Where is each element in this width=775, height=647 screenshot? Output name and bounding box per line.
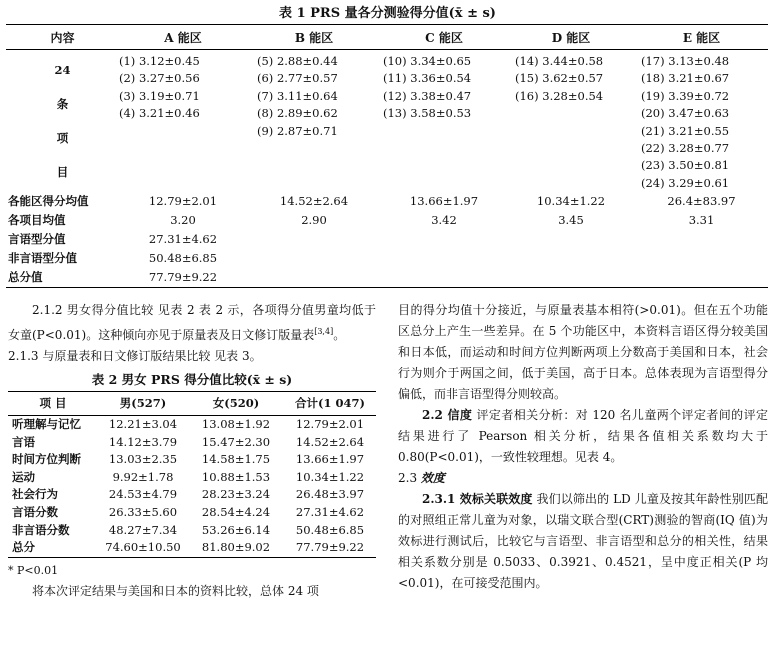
item-score: (19) 3.39±0.72 [641, 88, 730, 103]
item-score: (15) 3.62±0.57 [515, 71, 604, 86]
cell: 50.48±6.85 [295, 522, 365, 537]
cell: 53.26±6.14 [201, 522, 271, 537]
table2-header-row [8, 392, 376, 416]
summary-value: 3.31 [688, 213, 715, 228]
comparison-paragraph: 将本次评定结果与美国和日本的资料比较，总体 24 项 [32, 583, 319, 598]
item-score: (23) 3.50±0.81 [641, 158, 730, 173]
section-2-3-1-heading: 2.3.1 效标关联效度 [422, 492, 533, 506]
item-score: (17) 3.13±0.48 [641, 54, 730, 68]
item-score: (9) 2.87±0.71 [257, 123, 338, 138]
summary-label: 各项目均值 [8, 213, 66, 228]
section-2-1-2 [8, 300, 376, 346]
item-score: (11) 3.36±0.54 [383, 71, 472, 86]
row-label: 时间方位判断 [12, 452, 81, 467]
summary-label: 总分值 [6, 268, 119, 288]
item-score: (14) 3.44±0.58 [515, 54, 604, 68]
table2-row [8, 486, 376, 504]
table2-row [8, 504, 376, 522]
cell: 77.79±9.22 [284, 539, 376, 557]
item-score: (2) 3.27±0.56 [119, 71, 200, 86]
item-score: (20) 3.47±0.63 [641, 106, 730, 121]
table1-header: B 能区 [247, 25, 381, 50]
item-score: (7) 3.11±0.64 [257, 88, 338, 103]
summary-label: 各能区得分均值 [8, 194, 89, 209]
summary-value: 2.90 [301, 213, 327, 228]
section-2-2-heading: 2.2 信度 [422, 408, 473, 422]
table2-row [8, 451, 376, 469]
table2-row [8, 434, 376, 452]
section-2-3-title: 效度 [420, 471, 445, 485]
area-c-items [381, 50, 507, 193]
summary-value: 3.20 [170, 213, 196, 228]
table2-row [8, 522, 376, 540]
item-score: (4) 3.21±0.46 [119, 106, 200, 121]
item-score: (5) 2.88±0.44 [257, 54, 338, 68]
citation: [3,4] [314, 327, 334, 336]
table2-header: 男(527) [98, 392, 188, 416]
table2-note: * P<0.01 [8, 563, 59, 577]
table2 [8, 391, 376, 558]
section-2-1-2-end: 。 [333, 328, 346, 342]
table1-summary-row [6, 230, 768, 249]
cell: 24.53±4.79 [108, 487, 178, 502]
table1-row-label: 24 条 项 目 [54, 63, 71, 180]
row-label: 言语 [12, 434, 35, 449]
table1-items-row [6, 50, 768, 193]
area-a-items [119, 50, 247, 193]
item-score: (24) 3.29±0.61 [641, 175, 730, 190]
area-e-items [635, 50, 768, 193]
item-score: (12) 3.38±0.47 [383, 88, 472, 103]
cell: 12.79±2.01 [295, 417, 365, 431]
comparison-continued: 目的得分均值十分接近，与原量表基本相符(>0.01)。但在五个功能区总分上产生一些差异。在 5 个功能区中，本资料言语区得分较美国和日本低，而运动和时间方位判断两项上分数高于美国和日本，社会行为则介于两国之间，低于美国，高于日本。总体表现为言语型得分偏低，而非言语型得分则较高。 [398, 303, 768, 401]
item-score: (1) 3.12±0.45 [119, 54, 200, 68]
item-score: (10) 3.34±0.65 [383, 54, 472, 68]
cell: 9.92±1.78 [112, 469, 174, 484]
cell: 13.08±1.92 [201, 417, 271, 431]
row-label: 总分 [8, 539, 98, 557]
cell: 10.88±1.53 [201, 469, 271, 484]
section-2-3 [398, 468, 768, 489]
area-d-items [507, 50, 635, 193]
summary-value: 77.79±9.22 [119, 268, 247, 288]
cell: 14.58±1.75 [201, 452, 271, 467]
table2-header: 合计(1 047) [284, 392, 376, 416]
cell: 10.34±1.22 [295, 469, 365, 484]
table1-header-row [6, 25, 768, 50]
summary-label: 非言语型分值 [8, 251, 77, 266]
table1-header: A 能区 [119, 25, 247, 50]
summary-value: 27.31±4.62 [148, 232, 218, 247]
summary-value: 14.52±2.64 [279, 194, 349, 209]
table1-header: 内容 [6, 25, 119, 50]
item-score: (21) 3.21±0.55 [641, 123, 730, 138]
cell: 14.12±3.79 [108, 434, 178, 449]
table2-row [8, 416, 376, 434]
section-2-3-1-text: 我们以筛出的 LD 儿童及按其年龄性别匹配的对照组正常儿童为对象，以瑞文联合型(CRT)测验的智商(IQ 值)为效标进行测试后，比较它与言语型、非言语型和总分的相关性，结果相关系数分别是 0.5033、0.3921、0.4521，呈中度正相关(P 均<0.01)，在可接受范围内。 [398, 492, 768, 590]
row-label: 非言语分数 [12, 522, 70, 537]
table2-header: 女(520) [188, 392, 284, 416]
cell: 26.48±3.97 [295, 487, 365, 502]
cell: 48.27±7.34 [108, 522, 178, 537]
table1-title: 表 1 PRS 量各分测验得分值(x̄ ± s) [279, 6, 496, 21]
cell: 26.33±5.60 [108, 504, 178, 519]
summary-value: 26.4±83.97 [667, 194, 736, 209]
section-2-1-3: 2.1.3 与原量表和日文修订版结果比较 见表 3。 [8, 349, 262, 363]
table2-header: 项 目 [8, 392, 98, 416]
row-label: 社会行为 [12, 487, 58, 502]
cell: 81.80±9.02 [188, 539, 284, 557]
item-score: (6) 2.77±0.57 [257, 71, 338, 86]
summary-value: 3.45 [558, 213, 584, 228]
cell: 14.52±2.64 [295, 434, 365, 449]
item-score: (13) 3.58±0.53 [383, 106, 472, 121]
table1-summary-row [6, 268, 768, 288]
item-score: (16) 3.28±0.54 [515, 88, 604, 103]
summary-value: 12.79±2.01 [148, 194, 218, 209]
table2-row [8, 469, 376, 487]
item-score: (22) 3.28±0.77 [641, 141, 730, 156]
table1 [6, 24, 768, 288]
section-2-2 [398, 405, 768, 468]
item-score: (18) 3.21±0.67 [641, 71, 730, 86]
row-label: 听理解与记忆 [12, 417, 81, 431]
section-2-2-text: 评定者相关分析：对 120 名儿童两个评定者间的评定结果进行了 Pearson 相关分析，结果各值相关系数均大于 0.80(P<0.01)，一致性较理想。见表 4。 [398, 408, 768, 464]
section-2-3-1 [398, 489, 768, 594]
summary-value: 13.66±1.97 [409, 194, 479, 209]
table1-header: C 能区 [381, 25, 507, 50]
table1-summary-row [6, 249, 768, 268]
table2-row [8, 539, 376, 557]
cell: 28.54±4.24 [201, 504, 271, 519]
item-score: (3) 3.19±0.71 [119, 88, 200, 103]
summary-value: 3.42 [431, 213, 457, 228]
summary-value: 10.34±1.22 [536, 194, 606, 209]
row-label: 运动 [12, 469, 35, 484]
cell: 27.31±4.62 [295, 504, 365, 519]
right-column [398, 300, 768, 594]
table1-header: D 能区 [507, 25, 635, 50]
row-label: 言语分数 [12, 504, 58, 519]
area-b-items [247, 50, 381, 193]
table1-summary-row [6, 211, 768, 230]
cell: 74.60±10.50 [98, 539, 188, 557]
section-2-1-2-text: 2.1.2 男女得分值比较 见表 2 表 2 示，各项得分值男童均低于女童(P<0.01)。这种倾向亦见于原量表及日文修订版量表 [8, 303, 376, 342]
item-score: (8) 2.89±0.62 [257, 106, 338, 121]
cell: 13.66±1.97 [295, 452, 365, 467]
summary-value: 50.48±6.85 [148, 251, 218, 266]
left-column [8, 300, 376, 602]
cell: 12.21±3.04 [108, 417, 178, 431]
cell: 13.03±2.35 [108, 452, 178, 467]
section-2-3-number: 2.3 [398, 471, 421, 485]
table1-summary-row [6, 192, 768, 211]
summary-label: 言语型分值 [8, 232, 66, 247]
cell: 15.47±2.30 [201, 434, 271, 449]
cell: 28.23±3.24 [201, 487, 271, 502]
table1-header: E 能区 [635, 25, 768, 50]
table2-title: 表 2 男女 PRS 得分值比较(x̄ ± s) [91, 372, 293, 387]
